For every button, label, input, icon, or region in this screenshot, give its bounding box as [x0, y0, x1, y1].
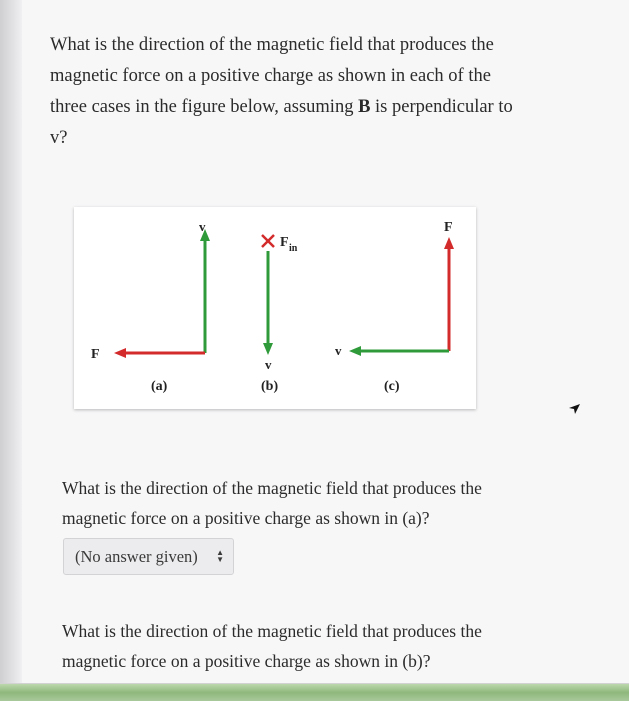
part-b-line-2: magnetic force on a positive charge as shown in (b)? [62, 651, 431, 671]
window-left-edge [0, 0, 22, 700]
force-label-a: F [91, 347, 100, 362]
question-line-4: v? [50, 128, 68, 148]
question-line-3 [50, 92, 570, 123]
force-subscript-b: in [289, 243, 298, 254]
velocity-label-b: v [265, 357, 272, 372]
part-a-line-1: What is the direction of the magnetic field that produces the [62, 478, 482, 498]
velocity-arrowhead-b [263, 343, 273, 355]
force-label-b: F [280, 235, 289, 250]
part-a-select-value: (No answer given) [75, 547, 198, 566]
force-arrowhead-a [114, 348, 126, 358]
part-a-line-2: magnetic force on a positive charge as shown in (a)? [62, 508, 430, 528]
velocity-arrowhead-c [349, 346, 361, 356]
mouse-pointer-icon [567, 402, 581, 421]
part-a-answer-select[interactable] [63, 538, 234, 575]
question-line-3-start: three cases in the figure below, assuming [50, 97, 359, 117]
part-b-line-1: What is the direction of the magnetic field that produces the [62, 621, 482, 641]
question-line-1: What is the direction of the magnetic field that produces the [50, 35, 494, 55]
main-question-text [50, 30, 570, 154]
caption-c: (c) [384, 379, 400, 394]
caption-a: (a) [151, 379, 168, 394]
part-b-question [62, 616, 562, 676]
caption-b: (b) [261, 379, 279, 394]
question-line-2: magnetic force on a positive charge as shown in each of the [50, 66, 491, 86]
force-arrowhead-c [444, 237, 454, 249]
velocity-label-a: v [199, 219, 206, 234]
figure-diagram [74, 207, 476, 409]
field-symbol-b: B [358, 97, 371, 117]
velocity-label-c: v [335, 343, 342, 358]
force-velocity-figure [74, 207, 476, 409]
bottom-green-bar [0, 683, 629, 701]
question-line-3-end: is perpendicular to [370, 97, 513, 117]
select-updown-icon: ▲ ▼ [216, 548, 224, 565]
part-a-question [62, 473, 562, 533]
force-label-c: F [444, 220, 453, 235]
